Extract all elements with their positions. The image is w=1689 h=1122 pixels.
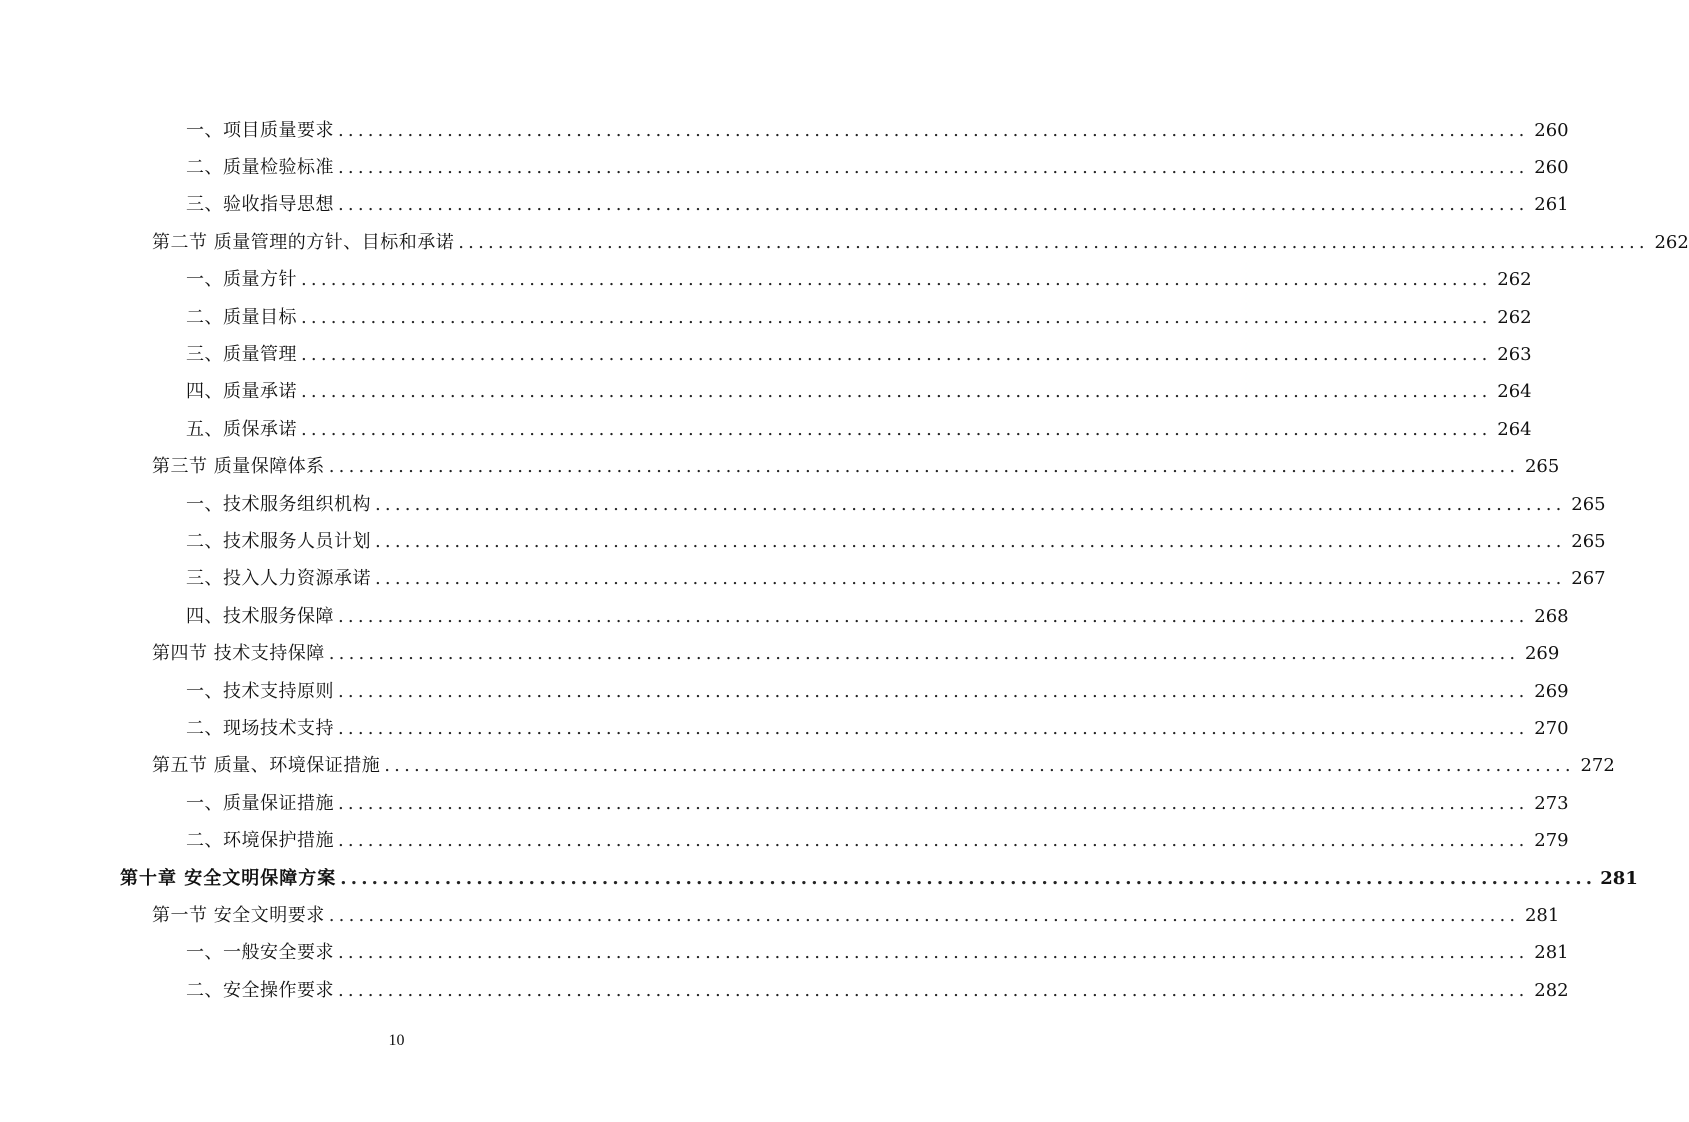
toc-subsection-entry[interactable] bbox=[0, 822, 1569, 859]
toc-entry-page: 262 bbox=[1497, 306, 1532, 328]
toc-subsection-entry[interactable] bbox=[0, 112, 1569, 149]
dot-leader: ........................................................................................................................ bbox=[338, 194, 1529, 216]
dot-leader: ........................................................................................................................ bbox=[338, 157, 1529, 179]
toc-subsection-entry[interactable] bbox=[0, 710, 1569, 747]
toc-entry-page: 272 bbox=[1580, 755, 1615, 777]
toc-subsection-entry[interactable] bbox=[0, 785, 1569, 822]
toc-entry-page: 265 bbox=[1571, 493, 1606, 515]
toc-entry-title: 二、现场技术支持 bbox=[186, 717, 334, 739]
toc-entry-title: 四、技术服务保障 bbox=[186, 605, 334, 627]
dot-leader: ........................................................................................................................ bbox=[328, 456, 1520, 478]
toc-entry-page: 267 bbox=[1571, 568, 1606, 590]
toc-entry-title: 三、质量管理 bbox=[186, 344, 297, 366]
dot-leader: ........................................................................................................................ bbox=[458, 231, 1649, 253]
toc-entry-title: 四、质量承诺 bbox=[186, 381, 297, 403]
toc-section-entry[interactable] bbox=[0, 449, 1560, 486]
toc-subsection-entry[interactable] bbox=[0, 336, 1532, 373]
toc-entry-title: 二、安全操作要求 bbox=[186, 979, 334, 1001]
toc-subsection-entry[interactable] bbox=[0, 673, 1569, 710]
toc-chapter-entry[interactable] bbox=[0, 860, 1638, 897]
dot-leader: ........................................................................................................................ bbox=[301, 306, 1492, 328]
toc-entry-title: 第三节 质量保障体系 bbox=[152, 456, 325, 478]
dot-leader: ........................................................................................................................ bbox=[338, 792, 1529, 814]
toc-entry-title: 三、投入人力资源承诺 bbox=[186, 568, 371, 590]
toc-subsection-entry[interactable] bbox=[0, 411, 1532, 448]
toc-entry-page: 279 bbox=[1534, 830, 1569, 852]
dot-leader: ........................................................................................................................ bbox=[301, 269, 1492, 291]
toc-entry-page: 269 bbox=[1534, 680, 1569, 702]
toc-entry-page: 262 bbox=[1497, 269, 1532, 291]
dot-leader: ........................................................................................................................ bbox=[301, 381, 1492, 403]
toc-entry-page: 264 bbox=[1497, 418, 1532, 440]
dot-leader: ........................................................................................................................ bbox=[338, 119, 1529, 141]
toc-subsection-entry[interactable] bbox=[0, 262, 1532, 299]
toc-entry-title: 三、验收指导思想 bbox=[186, 194, 334, 216]
toc-entry-page: 265 bbox=[1571, 530, 1606, 552]
toc-entry-title: 一、技术支持原则 bbox=[186, 680, 334, 702]
toc-entry-title: 一、质量方针 bbox=[186, 269, 297, 291]
toc-subsection-entry[interactable] bbox=[0, 374, 1532, 411]
dot-leader: ........................................................................................................................ bbox=[301, 418, 1492, 440]
toc-entry-page: 260 bbox=[1534, 119, 1569, 141]
toc-entry-title: 二、质量目标 bbox=[186, 306, 297, 328]
toc-subsection-entry[interactable] bbox=[0, 149, 1569, 186]
dot-leader: ........................................................................................................................ bbox=[338, 717, 1529, 739]
toc-entry-title: 一、技术服务组织机构 bbox=[186, 493, 371, 515]
toc-entry-page: 281 bbox=[1534, 942, 1569, 964]
dot-leader: ........................................................................................................................ bbox=[338, 942, 1529, 964]
dot-leader: ........................................................................................................................ bbox=[338, 680, 1529, 702]
dot-leader: ........................................................................................................................ bbox=[338, 979, 1529, 1001]
toc-entry-page: 261 bbox=[1534, 194, 1569, 216]
toc-entry-title: 一、项目质量要求 bbox=[186, 119, 334, 141]
toc-entry-page: 281 bbox=[1524, 904, 1560, 926]
toc-entry-title: 二、质量检验标准 bbox=[186, 157, 334, 179]
toc-entry-page: 264 bbox=[1497, 381, 1532, 403]
toc-subsection-entry[interactable] bbox=[0, 972, 1569, 1009]
toc-entry-page: 269 bbox=[1524, 643, 1560, 665]
toc-entry-page: 281 bbox=[1600, 867, 1638, 889]
toc-entry-title: 一、一般安全要求 bbox=[186, 942, 334, 964]
toc-section-entry[interactable] bbox=[0, 748, 1615, 785]
toc-subsection-entry[interactable] bbox=[0, 187, 1569, 224]
toc-entry-title: 第四节 技术支持保障 bbox=[152, 643, 325, 665]
dot-leader: ........................................................................................................................ bbox=[340, 867, 1597, 889]
dot-leader: ........................................................................................................................ bbox=[384, 755, 1575, 777]
toc-section-entry[interactable] bbox=[0, 224, 1689, 261]
toc-entry-title: 二、技术服务人员计划 bbox=[186, 530, 371, 552]
dot-leader: ........................................................................................................................ bbox=[328, 643, 1520, 665]
dot-leader: ........................................................................................................................ bbox=[375, 568, 1566, 590]
toc-subsection-entry[interactable] bbox=[0, 523, 1606, 560]
dot-leader: ........................................................................................................................ bbox=[375, 493, 1566, 515]
toc-subsection-entry[interactable] bbox=[0, 935, 1569, 972]
toc-entry-page: 270 bbox=[1534, 717, 1569, 739]
toc-entry-title: 第一节 安全文明要求 bbox=[152, 904, 325, 926]
toc-subsection-entry[interactable] bbox=[0, 299, 1532, 336]
toc-entry-title: 一、质量保证措施 bbox=[186, 792, 334, 814]
page-number: 10 bbox=[388, 1032, 405, 1049]
dot-leader: ........................................................................................................................ bbox=[301, 344, 1492, 366]
toc-entry-page: 263 bbox=[1497, 344, 1532, 366]
table-of-contents bbox=[0, 112, 1689, 1009]
toc-entry-title: 第二节 质量管理的方针、目标和承诺 bbox=[152, 231, 455, 253]
toc-entry-page: 273 bbox=[1534, 792, 1569, 814]
toc-subsection-entry[interactable] bbox=[0, 598, 1569, 635]
toc-entry-page: 265 bbox=[1524, 456, 1560, 478]
dot-leader: ........................................................................................................................ bbox=[375, 530, 1566, 552]
toc-entry-title: 第十章 安全文明保障方案 bbox=[120, 867, 337, 889]
dot-leader: ........................................................................................................................ bbox=[338, 605, 1529, 627]
dot-leader: ........................................................................................................................ bbox=[328, 904, 1520, 926]
toc-section-entry[interactable] bbox=[0, 635, 1560, 672]
toc-entry-page: 268 bbox=[1534, 605, 1569, 627]
toc-entry-page: 262 bbox=[1654, 231, 1689, 253]
toc-entry-title: 二、环境保护措施 bbox=[186, 830, 334, 852]
toc-subsection-entry[interactable] bbox=[0, 561, 1606, 598]
toc-subsection-entry[interactable] bbox=[0, 486, 1606, 523]
toc-entry-title: 第五节 质量、环境保证措施 bbox=[152, 755, 381, 777]
dot-leader: ........................................................................................................................ bbox=[338, 830, 1529, 852]
toc-entry-title: 五、质保承诺 bbox=[186, 418, 297, 440]
toc-section-entry[interactable] bbox=[0, 897, 1560, 934]
toc-entry-page: 282 bbox=[1534, 979, 1569, 1001]
toc-entry-page: 260 bbox=[1534, 157, 1569, 179]
